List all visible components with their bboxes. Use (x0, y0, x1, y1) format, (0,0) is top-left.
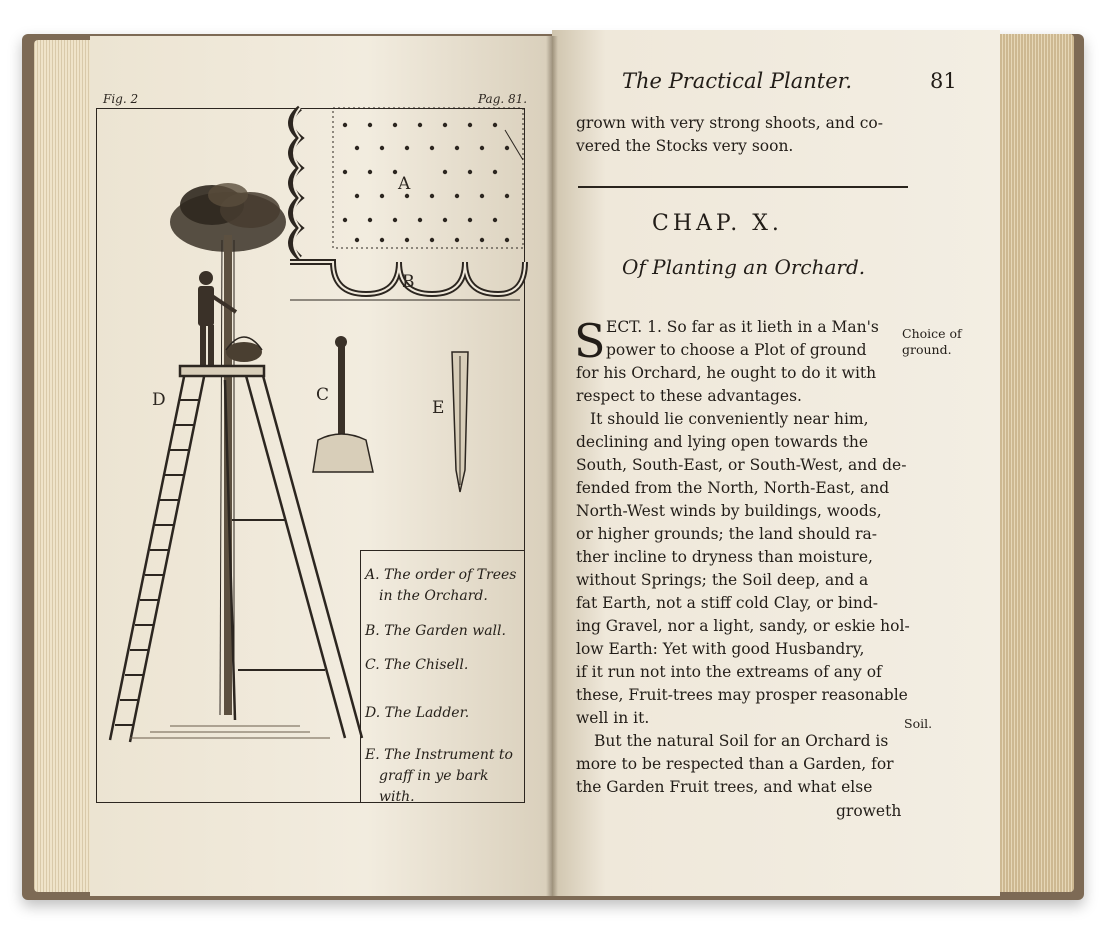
body-line: low Earth: Yet with good Husbandry, (576, 640, 865, 658)
body-line: South, South-East, or South-West, and de- (576, 456, 907, 474)
para1-line-2: power to choose a Plot of ground (606, 341, 867, 359)
para1-line-4: respect to these advantages. (576, 387, 802, 405)
body-line: fat Earth, not a stiff cold Clay, or bind- (576, 594, 879, 612)
body-line: It should lie conveniently near him, (590, 410, 869, 428)
body-line: ther incline to dryness than moisture, (576, 548, 873, 566)
para1-line-1: ECT. 1. So far as it lieth in a Man's (606, 318, 879, 336)
chapter-heading: CHAP. X. (652, 211, 783, 236)
catchword: groweth (836, 802, 902, 820)
carry-over-line-1: grown with very strong shoots, and co- (576, 114, 883, 132)
body-line: But the natural Soil for an Orchard is (594, 732, 889, 750)
margin-note-soil: Soil. (904, 716, 933, 731)
drop-cap: S (574, 314, 606, 368)
grafting-instrument (452, 352, 468, 492)
ladder (110, 366, 362, 742)
plate-letter-b: B (402, 272, 415, 292)
legend-item-a: A. The order of Trees in the Orchard. (365, 567, 517, 604)
orchard-plot-outline (333, 108, 523, 248)
para1-line-3: for his Orchard, he ought to do it with (576, 364, 877, 382)
fig-label: Fig. 2 (103, 92, 139, 106)
legend-item-e: E. The Instrument to graff in ye bark with. (365, 747, 513, 805)
body-line: the Garden Fruit trees, and what else (576, 778, 873, 796)
plate-letter-a: A (398, 174, 411, 194)
carry-over-line-2: vered the Stocks very soon. (576, 137, 794, 155)
orchard-tree-dots (343, 123, 509, 242)
margin-note-ground: ground. (902, 342, 952, 357)
plate-letter-c: C (316, 385, 330, 405)
page-reference: Pag. 81. (478, 92, 528, 106)
body-line: without Springs; the Soil deep, and a (576, 571, 869, 589)
ground-shading (130, 726, 330, 738)
section-rule (578, 186, 908, 188)
legend-item-d: D. The Ladder. (365, 705, 470, 721)
body-line: more to be respected than a Garden, for (576, 755, 894, 773)
legend-item-b: B. The Garden wall. (365, 623, 506, 639)
body-line: or higher grounds; the land should ra- (576, 525, 877, 543)
body-line: these, Fruit-trees may prosper reasonable (576, 686, 908, 704)
plate-legend (360, 550, 524, 805)
page-number: 81 (930, 69, 957, 93)
legend-item-c: C. The Chisell. (365, 657, 469, 673)
plate-letter-d: D (152, 390, 166, 410)
plate-letter-e: E (432, 398, 445, 418)
body-line: if it run not into the extreams of any of (576, 663, 882, 681)
book-gutter (546, 36, 558, 896)
running-head: The Practical Planter. (622, 69, 853, 93)
body-line: fended from the North, North-East, and (576, 479, 890, 497)
body-line: well in it. (576, 709, 650, 727)
chapter-title: Of Planting an Orchard. (622, 255, 866, 279)
margin-note-choice: Choice of (902, 326, 962, 341)
body-line: ing Gravel, nor a light, sandy, or eskie hol- (576, 617, 910, 635)
body-line: declining and lying open towards the (576, 433, 869, 451)
body-line: North-West winds by buildings, woods, (576, 502, 882, 520)
